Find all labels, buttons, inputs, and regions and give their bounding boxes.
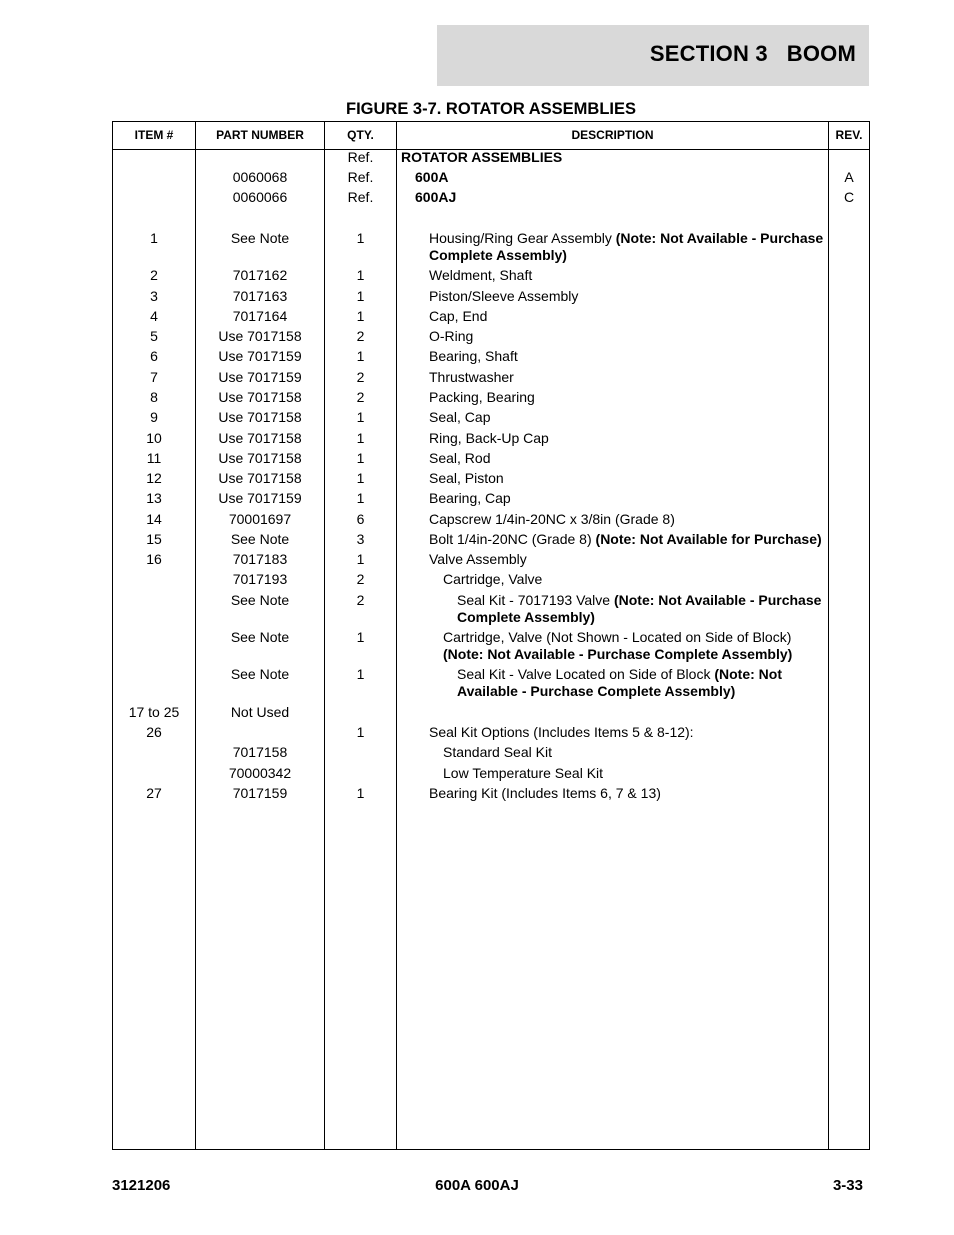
- part-number: Use 7017158: [218, 450, 302, 466]
- description: [443, 629, 827, 663]
- description: [443, 744, 827, 761]
- item-number: 14: [146, 511, 162, 527]
- item-number: 2: [150, 267, 158, 283]
- header-item: ITEM #: [134, 128, 174, 142]
- revision: A: [844, 169, 854, 185]
- quantity: 2: [356, 328, 365, 344]
- quantity: 1: [356, 785, 365, 801]
- description: [401, 149, 827, 166]
- footer-page-number: 3-33: [832, 1177, 863, 1194]
- quantity: Ref.: [347, 189, 374, 205]
- item-number: 27: [146, 785, 162, 801]
- description-text: Seal Kit - Valve Located on Side of Block: [457, 666, 711, 682]
- description: [429, 511, 827, 528]
- footer-model: 600A 600AJ: [435, 1177, 519, 1194]
- description: [429, 785, 827, 802]
- item-number: 13: [146, 490, 162, 506]
- description: [429, 409, 827, 426]
- header-qty: QTY.: [347, 128, 374, 142]
- part-number: Use 7017159: [218, 369, 302, 385]
- availability-note: (Note: Not Available for Purchase): [595, 531, 822, 547]
- description-text: Thrustwasher: [429, 369, 514, 385]
- parts-table: [112, 121, 870, 1150]
- description-text: 600AJ: [415, 189, 457, 205]
- description-text: Valve Assembly: [429, 551, 527, 567]
- availability-note: (Note: Not Available - Purchase Complete Assembly): [457, 592, 822, 625]
- item-number: 9: [150, 409, 158, 425]
- quantity: 1: [356, 666, 365, 682]
- description-text: Bolt 1/4in-20NC (Grade 8): [429, 531, 592, 547]
- description-text: Piston/Sleeve Assembly: [429, 288, 579, 304]
- quantity: 2: [356, 571, 365, 587]
- part-number: 7017164: [232, 308, 288, 324]
- description: [429, 267, 827, 284]
- part-number: See Note: [230, 592, 290, 608]
- part-number: Use 7017159: [218, 348, 302, 364]
- description-text: Low Temperature Seal Kit: [443, 765, 604, 781]
- description: [415, 189, 827, 206]
- part-number: 7017162: [232, 267, 288, 283]
- description: [429, 308, 827, 325]
- header-part-number: PART NUMBER: [216, 128, 304, 142]
- part-number: 7017163: [232, 288, 288, 304]
- description: [415, 169, 827, 186]
- part-number: See Note: [230, 666, 290, 682]
- quantity: 1: [356, 308, 365, 324]
- quantity: 1: [356, 551, 365, 567]
- part-number: See Note: [230, 531, 290, 547]
- item-number: 8: [150, 389, 158, 405]
- item-number: 3: [150, 288, 158, 304]
- description-text: Capscrew 1/4in-20NC x 3/8in (Grade 8): [429, 511, 675, 527]
- description-text: Bearing, Cap: [429, 490, 511, 506]
- part-number: Use 7017158: [218, 470, 302, 486]
- description-text: Standard Seal Kit: [443, 744, 552, 760]
- header-rev: REV.: [835, 128, 863, 142]
- item-number: 5: [150, 328, 158, 344]
- part-number: Use 7017158: [218, 328, 302, 344]
- availability-note: (Note: Not Available - Purchase Complete Assembly): [443, 646, 793, 662]
- availability-note: (Note: Not Available - Purchase Complete Assembly): [457, 666, 782, 699]
- description-text: Bearing, Shaft: [429, 348, 518, 364]
- description-text: 600A: [415, 169, 449, 185]
- column-divider: [396, 122, 397, 1149]
- part-number: 7017183: [232, 551, 288, 567]
- description: [429, 389, 827, 406]
- part-number: 70000342: [228, 765, 292, 781]
- part-number: 0060068: [232, 169, 288, 185]
- quantity: 2: [356, 592, 365, 608]
- description-text: Seal, Cap: [429, 409, 491, 425]
- description-text: O-Ring: [429, 328, 474, 344]
- description-text: Cartridge, Valve: [443, 571, 543, 587]
- description: [429, 230, 827, 264]
- quantity: 2: [356, 369, 365, 385]
- quantity: 1: [356, 288, 365, 304]
- item-number: 12: [146, 470, 162, 486]
- quantity: 1: [356, 450, 365, 466]
- description-text: Seal Kit - 7017193 Valve: [457, 592, 611, 608]
- quantity: 1: [356, 430, 365, 446]
- description: [429, 430, 827, 447]
- quantity: 6: [356, 511, 365, 527]
- item-number: 11: [146, 450, 162, 466]
- quantity: Ref.: [347, 169, 374, 185]
- description: [429, 551, 827, 568]
- item-number: 1: [150, 230, 158, 246]
- part-number: Use 7017158: [218, 430, 302, 446]
- description: [429, 450, 827, 467]
- item-number: 15: [146, 531, 162, 547]
- description-text: Seal, Piston: [429, 470, 504, 486]
- description: [457, 592, 827, 626]
- quantity: 1: [356, 348, 365, 364]
- description-text: Bearing Kit (Includes Items 6, 7 & 13): [429, 785, 661, 801]
- description: [429, 369, 827, 386]
- description-text: ROTATOR ASSEMBLIES: [401, 149, 563, 165]
- quantity: 1: [356, 409, 365, 425]
- item-number: 17 to 25: [128, 704, 180, 720]
- quantity: 1: [356, 470, 365, 486]
- item-number: 10: [146, 430, 162, 446]
- part-number: 7017159: [232, 785, 288, 801]
- description-text: Seal Kit Options (Includes Items 5 & 8-12):: [429, 724, 694, 740]
- quantity: Ref.: [347, 149, 374, 165]
- description-text: Cap, End: [429, 308, 488, 324]
- description: [429, 470, 827, 487]
- availability-note: (Note: Not Available - Purchase Complete Assembly): [429, 230, 824, 263]
- quantity: 1: [356, 724, 365, 740]
- part-number: 0060066: [232, 189, 288, 205]
- part-number: Use 7017158: [218, 389, 302, 405]
- section-title: SECTION 3 BOOM: [649, 41, 856, 66]
- description: [429, 348, 827, 365]
- description-text: Ring, Back-Up Cap: [429, 430, 549, 446]
- item-number: 4: [150, 308, 158, 324]
- description: [429, 531, 827, 548]
- part-number: 7017158: [232, 744, 288, 760]
- item-number: 6: [150, 348, 158, 364]
- part-number: Use 7017159: [218, 490, 302, 506]
- part-number: See Note: [230, 230, 290, 246]
- description-text: Weldment, Shaft: [429, 267, 533, 283]
- description: [429, 724, 827, 741]
- description: [429, 328, 827, 345]
- quantity: 2: [356, 389, 365, 405]
- part-number: 70001697: [228, 511, 292, 527]
- figure-title: FIGURE 3-7. ROTATOR ASSEMBLIES: [346, 100, 636, 118]
- section-header: [437, 25, 869, 86]
- part-number: Not Used: [230, 704, 290, 720]
- item-number: 26: [146, 724, 162, 740]
- description-text: Cartridge, Valve (Not Shown - Located on Side of Block): [443, 629, 792, 645]
- quantity: 1: [356, 230, 365, 246]
- part-number: 7017193: [232, 571, 288, 587]
- part-number: See Note: [230, 629, 290, 645]
- item-number: 16: [146, 551, 162, 567]
- description-text: Housing/Ring Gear Assembly: [429, 230, 612, 246]
- description: [429, 490, 827, 507]
- quantity: 1: [356, 267, 365, 283]
- quantity: 1: [356, 629, 365, 645]
- description: [443, 571, 827, 588]
- revision: C: [843, 189, 855, 205]
- item-number: 7: [150, 369, 158, 385]
- description-text: Seal, Rod: [429, 450, 491, 466]
- description: [443, 765, 827, 782]
- description: [429, 288, 827, 305]
- quantity: 3: [356, 531, 365, 547]
- header-description: DESCRIPTION: [571, 128, 654, 142]
- description-text: Packing, Bearing: [429, 389, 535, 405]
- part-number: Use 7017158: [218, 409, 302, 425]
- quantity: 1: [356, 490, 365, 506]
- column-divider: [828, 122, 829, 1149]
- footer-doc-number: 3121206: [112, 1177, 171, 1194]
- description: [457, 666, 827, 700]
